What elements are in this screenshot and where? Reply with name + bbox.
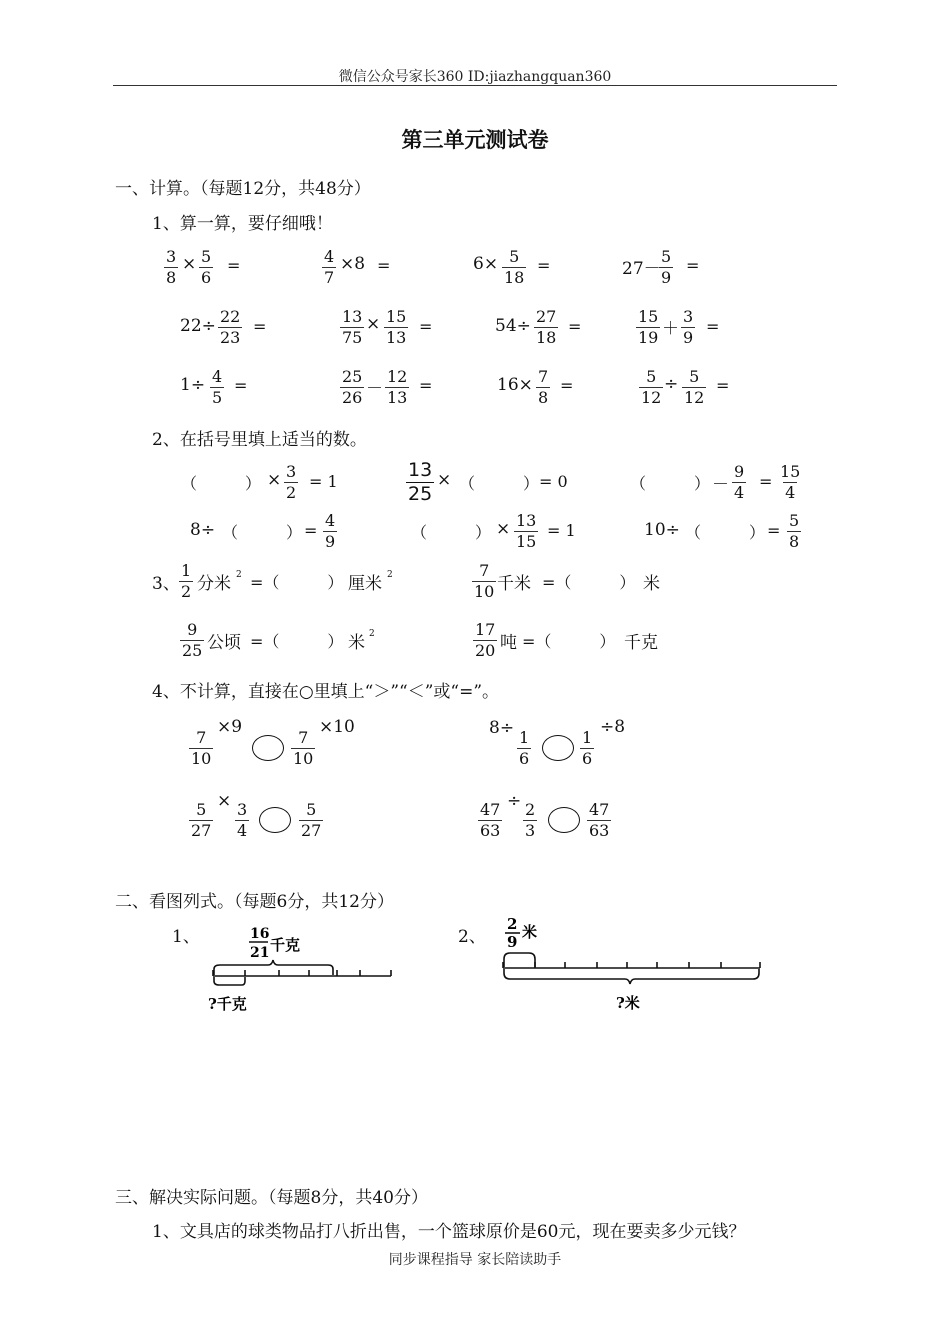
fraction: $\frac{7}{10}$ [474,561,495,601]
minus-sign: － [712,475,729,495]
fraction: $\frac{4}{9}$ [325,511,336,551]
fraction: $\frac{1}{6}$ [582,728,593,768]
unit-label: 米 [643,574,660,594]
fig2-top-unit: 米 [522,923,538,941]
expr-head: 10÷ [644,520,680,540]
expr-head: 1÷ [180,375,206,395]
segment-diagram-1 [200,920,400,1020]
equals-sign: = [568,317,582,336]
fig1-bottom-label: ?千克 [208,995,247,1013]
equals-sign: = [253,317,267,336]
equals-sign: = [377,256,391,275]
answer-blank[interactable]: =（ ） [250,573,344,592]
fraction: $\frac{5}{18}$ [504,247,525,287]
fraction: $\frac{3}{2}$ [286,462,297,502]
minus-sign: － [366,379,383,399]
expr-head: 6× [473,254,499,274]
answer-blank[interactable]: =（ ） [542,573,636,592]
fraction: $\frac{13}{75}$ [342,307,363,347]
fig1-label: 1、 [172,927,200,947]
fraction: $\frac{2}{3}$ [525,800,536,840]
equals-sign: = [716,376,730,395]
fraction: $\frac{3}{4}$ [237,800,248,840]
unit-label: 吨 [500,633,517,653]
equals-sign: = [419,317,433,336]
section3-q1: 1、文具店的球类物品打八折出售，一个篮球原价是60元，现在要卖多少元钱？ [152,1222,746,1242]
operator-text: ÷8 [600,717,626,737]
expr-tail: = 0 [539,472,568,491]
fraction: $\frac{5}{12}$ [684,367,705,407]
expr-head: 8÷ [190,520,216,540]
equals-sign: = [227,256,241,275]
answer-blank[interactable]: （ ） [630,474,711,493]
compare-circle[interactable] [259,807,291,833]
page-header: 微信公众号家长360 ID:jiazhangquan360 [338,69,612,85]
fraction: $\frac{47}{63}$ [589,800,610,840]
fraction: $\frac{5}{8}$ [789,511,800,551]
fraction: $\frac{4}{7}$ [324,247,335,287]
times-sign: × [182,254,197,274]
fraction: $\frac{5}{6}$ [201,247,212,287]
answer-blank[interactable]: =（ ） [522,632,616,651]
superscript: 2 [387,570,393,580]
equals-sign: = [686,256,700,275]
equals-sign: = [304,521,318,540]
unit-label: 千米 [497,574,531,594]
fraction: $\frac{15}{19}$ [638,307,659,347]
compare-circle[interactable] [252,735,284,761]
divide-sign: ÷ [664,374,679,394]
fig2-label: 2、 [458,927,486,947]
unit-label: 分米 [197,574,231,594]
fig2-top-denominator: 9 [507,933,518,951]
equals-sign: = [234,376,248,395]
fraction: $\frac{5}{27}$ [301,800,322,840]
fraction: $\frac{7}{10}$ [191,728,212,768]
expr-head: 54÷ [495,316,531,336]
operator-text: ×9 [217,717,243,737]
q1-label: 1、算一算，要仔细哦！ [152,214,333,234]
times-sign: × [267,470,282,490]
expr-tail: = 1 [547,521,576,540]
header-rule [113,85,837,86]
q3-label: 3、 [152,574,180,594]
superscript: 2 [236,570,242,580]
fraction: $\frac{5}{9}$ [661,247,672,287]
compare-circle[interactable] [542,735,574,761]
section3-heading: 三、解决实际问题。（每题8分，共40分） [115,1188,428,1208]
fraction: $\frac{3}{9}$ [683,307,694,347]
fraction: $\frac{47}{63}$ [480,800,501,840]
operator-text: ×10 [319,717,355,737]
fraction: $\frac{13}{15}$ [516,511,537,551]
expr-head: 16× [497,375,533,395]
fig1-top-denominator: 21 [250,945,270,961]
times-sign: × [366,314,381,334]
expr-head: 8÷ [489,718,515,738]
times-sign: × [437,470,452,490]
fraction: $\frac{12}{13}$ [387,367,408,407]
section2-heading: 二、看图列式。（每题6分，共12分） [115,892,394,912]
page-title: 第三单元测试卷 [401,127,549,152]
q4-label: 4、不计算，直接在○里填上“＞”“＜”或“=”。 [152,682,500,702]
fraction: $\frac{9}{25}$ [182,620,203,660]
fraction: $\frac{15}{4}$ [780,462,801,502]
fig1-top-numerator: 16 [250,926,270,942]
unit-label: 米 [348,633,365,653]
equals-sign: = [767,521,781,540]
fraction: $\frac{27}{18}$ [536,307,557,347]
fig2-top-numerator: 2 [507,915,518,933]
fraction: $\frac{17}{20}$ [475,620,496,660]
equals-sign: = [759,472,773,491]
section1-heading: 一、计算。（每题12分，共48分） [115,179,371,199]
answer-blank[interactable]: （ ） [459,474,540,493]
equals-sign: = [537,256,551,275]
segment-diagram-2 [495,910,770,1015]
q2-label: 2、在括号里填上适当的数。 [152,430,367,450]
fig2-bottom-label: ?米 [616,994,640,1012]
fraction: $\frac{22}{23}$ [220,307,241,347]
answer-blank[interactable]: （ ） [685,523,766,542]
fraction: $\frac{1}{6}$ [519,728,530,768]
answer-blank[interactable]: =（ ） [250,632,344,651]
fraction: $\frac{25}{26}$ [342,367,363,407]
fraction: $\frac{1}{2}$ [181,561,192,601]
expr-head: 22÷ [180,316,216,336]
fraction: $\frac{15}{13}$ [386,307,407,347]
fraction: $\frac{4}{5}$ [212,367,223,407]
equals-sign: = [560,376,574,395]
fraction: $\frac{3}{8}$ [166,247,177,287]
equals-sign: = [419,376,433,395]
answer-blank[interactable]: （ ） [181,474,262,493]
fraction: $\frac{5}{12}$ [641,367,662,407]
unit-label: 千克 [624,633,658,653]
equals-sign: = [706,317,720,336]
fraction: $\frac{13}{25}$ [408,459,433,505]
superscript: 2 [369,629,375,639]
unit-label: 公顷 [207,633,241,653]
times-sign: × [496,519,511,539]
expr-tail: ×8 [340,254,366,274]
plus-sign: ＋ [662,319,679,339]
answer-blank[interactable]: （ ） [411,523,492,542]
expr-head: 27－ [622,259,661,279]
fraction: $\frac{7}{10}$ [293,728,314,768]
times-sign: × [217,791,232,811]
divide-sign: ÷ [507,791,522,811]
fraction: $\frac{5}{27}$ [191,800,212,840]
fraction: $\frac{7}{8}$ [538,367,549,407]
unit-label: 厘米 [348,574,382,594]
answer-blank[interactable]: （ ） [222,523,303,542]
fraction: $\frac{9}{4}$ [734,462,745,502]
compare-circle[interactable] [548,807,580,833]
expr-tail: = 1 [309,472,338,491]
fig1-top-unit: 千克 [270,936,301,954]
page-footer: 同步课程指导 家长陪读助手 [388,1252,562,1268]
